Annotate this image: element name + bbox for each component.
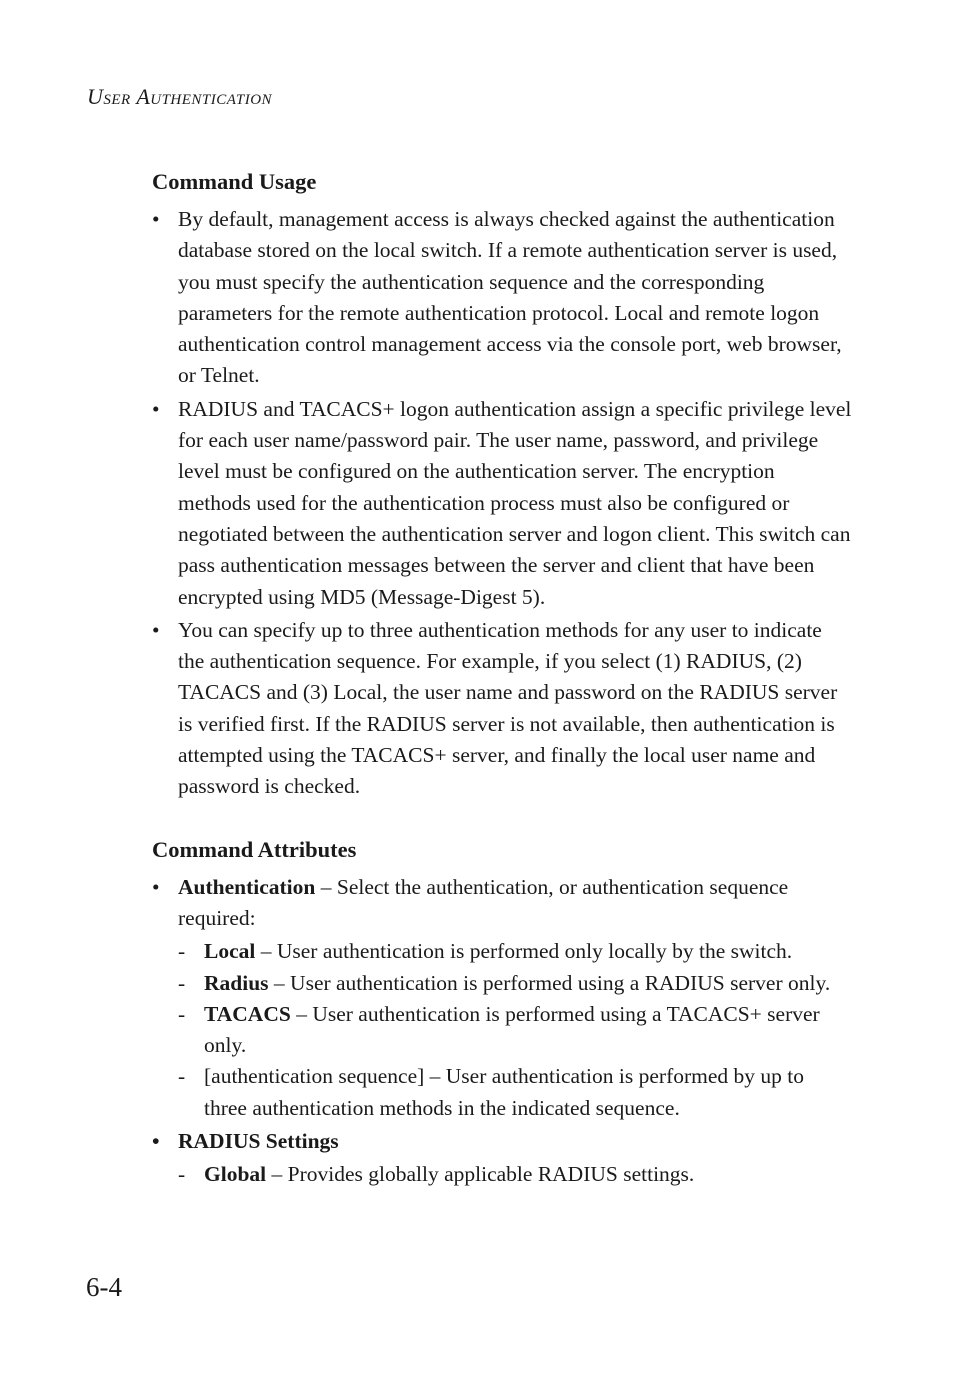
attribute-description: – Select the authentication, or authentication sequence required: [178, 874, 789, 930]
option-description: [authentication sequence] – User authentication is performed by up to three authentication methods in the indicated sequence. [204, 1064, 805, 1120]
bullet-icon: • [152, 1129, 160, 1154]
list-item [152, 394, 852, 613]
bullet-icon: • [152, 874, 160, 899]
dash-icon: - [178, 1162, 186, 1187]
dash-icon: - [178, 939, 186, 964]
running-header: User Authentication [87, 84, 273, 109]
page-number: 6-4 [86, 1272, 122, 1302]
list-item-text: RADIUS and TACACS+ logon authentication assign a specific privilege level for each user name/password pair. The user name, password, and privilege level must be configured on the authentication server. The encryption methods used for the authentication process must also be configured or negotiated between the authentication server and logon client. This switch can pass authentication messages between the server and client that have been encrypted using MD5 (Message-Digest 5). [178, 396, 852, 609]
option-global [178, 1159, 852, 1190]
radius-settings-options [178, 1159, 852, 1190]
option-term: Local [204, 939, 256, 964]
authentication-options [178, 936, 852, 1124]
attribute-authentication [152, 872, 852, 1124]
bullet-icon: • [152, 617, 160, 642]
dash-icon: - [178, 1001, 186, 1026]
option-local [178, 936, 852, 967]
command-attributes-heading: Command Attributes [152, 836, 357, 862]
option-radius [178, 968, 852, 999]
option-term: Radius [204, 970, 269, 995]
option-tacacs [178, 999, 852, 1062]
attribute-term: Authentication [178, 874, 316, 899]
option-description: – User authentication is performed only locally by the switch. [255, 939, 793, 964]
attribute-radius-settings [152, 1126, 852, 1191]
bullet-icon: • [152, 207, 160, 231]
option-term: Global [204, 1162, 267, 1187]
command-usage-heading: Command Usage [152, 169, 317, 194]
command-usage-list [152, 204, 852, 803]
attribute-term: RADIUS Settings [178, 1129, 339, 1154]
option-authentication-sequence [178, 1061, 852, 1124]
main-content [152, 166, 852, 1193]
list-item-text: By default, management access is always checked against the authentication database stored on the local switch. If a remote authentication server is used, you must specify the authentication sequence and the corresponding parameters for the remote authentication protocol. Local and remote logon authentication control management access via the console port, web browser, or Telnet. [178, 207, 842, 388]
list-item [152, 204, 852, 392]
option-description: – User authentication is performed using a RADIUS server only. [268, 970, 831, 995]
dash-icon: - [178, 970, 186, 995]
list-item-text: You can specify up to three authentication methods for any user to indicate the authentication sequence. For example, if you select (1) RADIUS, (2) TACACS and (3) Local, the user name and password on the RADIUS server is verified first. If the RADIUS server is not available, then authentication is attempted using the TACACS+ server, and finally the local user name and password is checked. [178, 617, 838, 799]
dash-icon: - [178, 1064, 186, 1089]
command-attributes-list [152, 872, 852, 1191]
list-item [152, 615, 852, 803]
option-term: TACACS [204, 1001, 291, 1026]
bullet-icon: • [152, 396, 160, 421]
option-description: – User authentication is performed using a TACACS+ server only. [204, 1001, 820, 1058]
option-description: – Provides globally applicable RADIUS settings. [266, 1162, 695, 1187]
